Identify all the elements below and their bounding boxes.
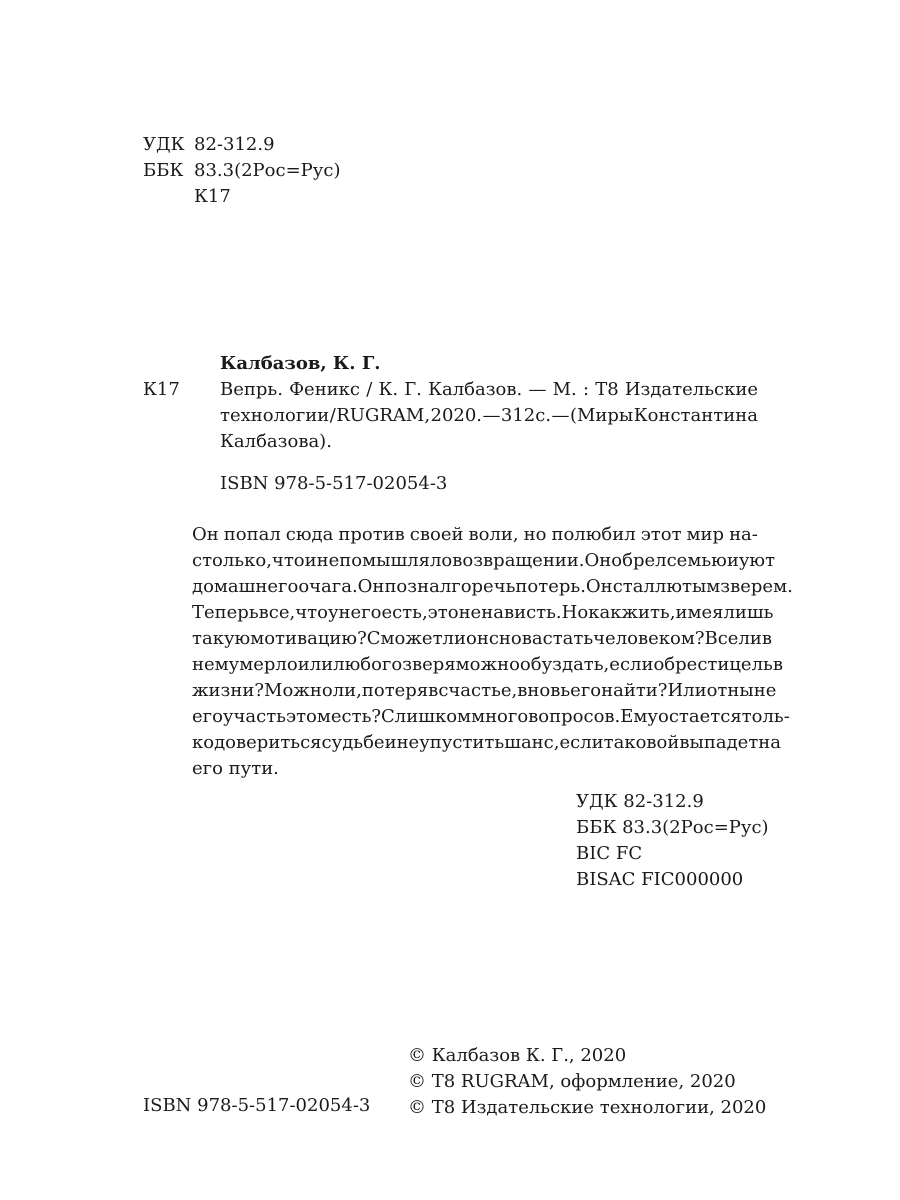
annotation-line: жизни? Можно ли, потеряв счастье, вновь его найти? Или отныне bbox=[192, 680, 777, 701]
bbk-row bbox=[143, 158, 340, 184]
bibliographic-description bbox=[220, 377, 758, 455]
author-heading: Калбазов, К. Г. bbox=[220, 353, 381, 374]
author-mark-label bbox=[143, 184, 194, 210]
copyright-line: © Т8 Издательские технологии, 2020 bbox=[408, 1097, 767, 1118]
annotation-line: ко довериться судьбе и не упустить шанс, если таковой выпадет на bbox=[192, 732, 782, 753]
bic-code: BIC FC bbox=[576, 843, 643, 864]
bbk-code: ББК 83.3(2Рос=Рус) bbox=[576, 817, 769, 838]
annotation-line: такую мотивацию? Сможет ли он снова стать человеком? Все ли в bbox=[192, 628, 773, 649]
annotation-line: Теперь все, что у него есть, это ненависть. Но как жить, имея лишь bbox=[192, 602, 774, 623]
isbn-bottom: ISBN 978-5-517-02054-3 bbox=[143, 1095, 371, 1116]
annotation bbox=[192, 522, 793, 782]
annotation-line: домашнего очага. Он познал горечь потерь. Он стал лютым зверем. bbox=[192, 576, 793, 597]
udk-value: 82-312.9 bbox=[194, 134, 275, 155]
author-mark: К17 bbox=[143, 379, 180, 400]
udk-row bbox=[143, 132, 340, 158]
isbn-main: ISBN 978-5-517-02054-3 bbox=[220, 473, 448, 494]
annotation-line: столько, что и не помышлял о возвращении. Он обрел семью и уют bbox=[192, 550, 776, 571]
description-line: Вепрь. Феникс / К. Г. Калбазов. — М. : Т8 Издательские bbox=[220, 379, 758, 400]
bbk-label: ББК bbox=[143, 160, 184, 181]
annotation-line: нем умерло или любого зверя можно обуздать, если обрести цель в bbox=[192, 654, 783, 675]
copyright-line: © Калбазов К. Г., 2020 bbox=[408, 1045, 627, 1066]
copyright-block bbox=[408, 1043, 766, 1121]
udk-label: УДК bbox=[143, 134, 185, 155]
bottom-classification bbox=[576, 789, 769, 893]
annotation-line: Он попал сюда против своей воли, но полюбил этот мир на- bbox=[192, 524, 758, 545]
bbk-value: 83.3(2Рос=Рус) bbox=[194, 160, 341, 181]
top-classification bbox=[143, 132, 340, 210]
description-line: Калбазова). bbox=[220, 431, 332, 452]
bisac-code: BISAC FIC000000 bbox=[576, 869, 744, 890]
description-line: технологии / RUGRAM, 2020. — 312с. — (Миры Константина bbox=[220, 405, 758, 426]
annotation-line: его пути. bbox=[192, 758, 279, 779]
udk-code: УДК 82-312.9 bbox=[576, 791, 704, 812]
copyright-line: © Т8 RUGRAM, оформление, 2020 bbox=[408, 1071, 736, 1092]
annotation-line: его участь это месть? Слишком много вопросов. Ему остается толь- bbox=[192, 706, 790, 727]
author-mark-row bbox=[143, 184, 340, 210]
author-mark-value: К17 bbox=[194, 186, 231, 207]
